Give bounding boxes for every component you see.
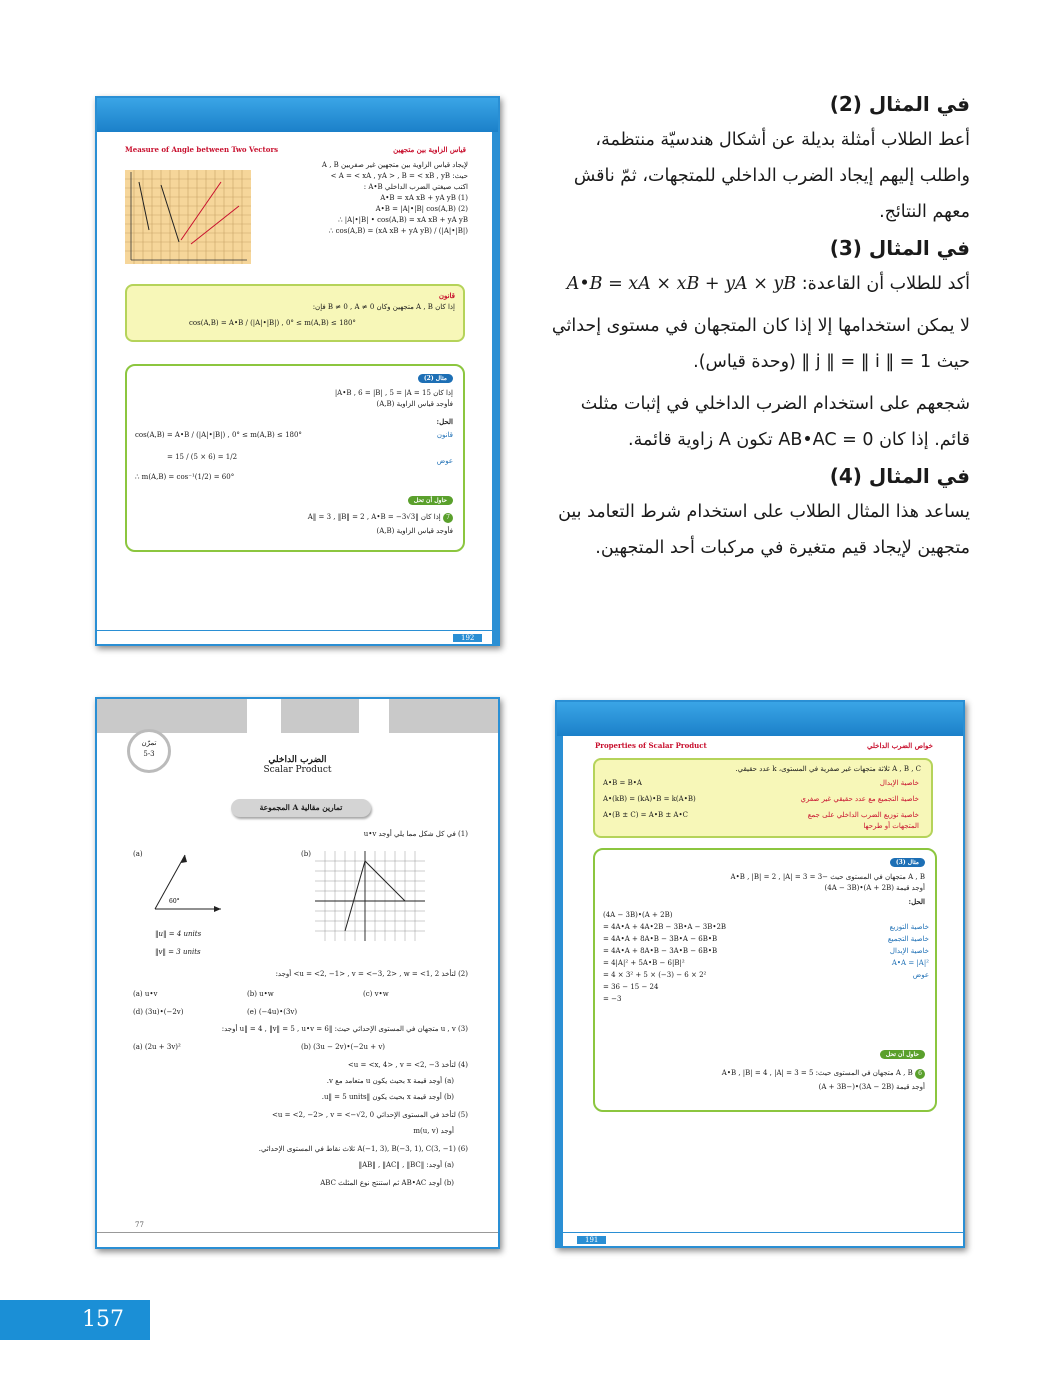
page-192-rule-formula: cos(A,B) = A•B / (|A|•|B|) , 0° ≤ m(A,B) ≤ 180° — [189, 319, 356, 327]
page-191-solution-steps — [603, 910, 929, 1006]
page-191-step — [603, 958, 929, 970]
page-191-number: 191 — [577, 1236, 606, 1244]
page-192-example-given: إذا كان 15 = A•B , 6 = |B| , 5 = |A| — [334, 389, 453, 397]
page-191-step-expr: = −3 — [603, 995, 622, 1003]
page-191-try-find: أوجد قيمة (3A − 2B)•(−A + 3B) — [818, 1083, 925, 1091]
page-191-step — [603, 946, 929, 958]
page-191-prop-3-formula: A•(B ± C) = A•B ± A•C — [603, 811, 688, 819]
page-77-number: 77 — [135, 1221, 144, 1229]
page-192-try-pill: حاول أن تحل — [408, 496, 453, 505]
page-191-properties-box — [593, 758, 933, 838]
example-2-heading: في المثال (2) — [829, 92, 970, 116]
page-192-intro: لإيجاد قياس الزاوية بين متجهين غير صفريين A , B — [321, 161, 468, 169]
page-77-q2-a: (a) u•v — [133, 990, 158, 998]
page-77-header-tab2 — [259, 699, 281, 733]
page-191-try-number: 6 — [915, 1069, 925, 1079]
page-number: 157 — [0, 1300, 150, 1340]
page-191-solution-label: الحل: — [908, 897, 925, 906]
page-192-eq1: A•B = xA xB + yA yB (1) — [380, 194, 468, 202]
page-191-step-reason: عوض — [912, 971, 929, 979]
page-192-where: حيث: A = < xA , yA > , B = < xB , yB > — [330, 172, 468, 180]
example-2-text: أعط الطلاب أمثلة بديلة عن أشكال هندسيّة منتظمة، واطلب إليهم إيجاد الضرب الداخلي للمتجهات، ثمّ ناقش معهم النتائج. — [573, 130, 970, 222]
page-77-q5: (5) لتأخذ في المستوى الإحداثي u = <2, −2> , v = <−√2, 0> — [271, 1111, 468, 1119]
page-191-step-expr: = 4|A|² + 5A•B − 6|B|² — [603, 959, 685, 967]
page-191-intro: A , B , C ثلاثة متجهات غير صفرية في المستوى، k عدد حقيقي. — [735, 765, 921, 773]
page-77-q4-a: (a) أوجد قيمة x بحيث يكون u متعامد مع v. — [326, 1077, 454, 1085]
page-77-footer-line — [97, 1232, 498, 1233]
page-192-eq2: A•B = |A|•|B| cos(A,B) (2) — [375, 205, 468, 213]
page-192-example-pill: مثال (2) — [418, 374, 453, 383]
page-191-step-expr: = 4 × 3² + 5 × (−3) − 6 × 2² — [603, 971, 707, 979]
page-192-rule-text: إذا كان A , B متجهين وكان B ≠ 0 , A ≠ 0 فإن: — [312, 303, 455, 311]
page-191-title-ar: خواص الضرب الداخلي — [866, 741, 933, 750]
page-77-q5-find: أوجد m(u, v) — [413, 1127, 454, 1135]
page-191-step-reason: خاصية التوزيع — [889, 923, 929, 931]
page-77-q3-b: (b) (3u − 2v)•(−2u + v) — [301, 1043, 386, 1051]
example-3-line1 — [540, 266, 970, 302]
page-77-q4: (4) لتأخذ u = <x, 4> , v = <2, −3> — [347, 1061, 468, 1069]
page-192-try-find: فأوجد قياس الزاوية (A,B) — [376, 527, 453, 535]
page-192-solution-label: الحل: — [436, 417, 453, 426]
page-192-write: اكتب صيغتي الضرب الداخلي A•B : — [363, 183, 468, 191]
page-191-example-box — [593, 848, 937, 1112]
page-191-example-find: أوجد قيمة (A + 2B)•(4A − 3B) — [824, 884, 925, 892]
page-77-q2-e: (e) (−4u)•(3v) — [247, 1008, 298, 1016]
page-191-step — [603, 982, 929, 994]
page-77-badge-top: تمرّن — [141, 739, 157, 747]
page-192-eq4: ∴ cos(A,B) = (xA xB + yA yB) / (|A|•|B|) — [328, 227, 468, 235]
page-191-try-pill: حاول أن تحل — [880, 1050, 925, 1059]
page-191-step — [603, 910, 929, 922]
page-191-try-given-text: A , B متجهان في المستوى حيث: 5 = A•B , |B| = 4 , |A| = 3 — [721, 1069, 913, 1077]
page-192-try-given-text: إذا كان ‖A‖ = 3 , ‖B‖ = 2 , A•B = −3√3 — [307, 513, 441, 521]
page-77-group-label: المجموعة A تمارين مقالية — [231, 799, 371, 817]
page-191-step-expr: (4A − 3B)•(A + 2B) — [603, 911, 673, 919]
page-191-step — [603, 970, 929, 982]
page-77-q4-b: (b) أوجد قيمة x بحيث يكون ‖u‖ = 5 units. — [321, 1093, 454, 1101]
page-191-step-reason: خاصية الإبدال — [889, 947, 929, 955]
page-191-footer — [557, 1232, 963, 1246]
page-191-step-reason: A•A = |A|² — [891, 959, 929, 967]
page-191-step-expr: = 4A•A + 8A•B − 3B•A − 6B•B — [603, 935, 718, 943]
page-192-header-band — [97, 98, 498, 132]
page-77-q3: (3) u , v متجهان في المستوى الإحداثي حيث: ‖u‖ = 4 , ‖v‖ = 5 , u•v = 6 أوجد: — [221, 1025, 468, 1033]
page-192-try-number: 7 — [443, 513, 453, 523]
page-77-title-en: Scalar Product — [263, 765, 332, 775]
page-77-figure-b — [315, 851, 425, 941]
page-192-explanation — [258, 160, 468, 237]
page-192-substitute-label: عوض — [436, 457, 453, 465]
page-192-number: 192 — [453, 634, 482, 642]
example-4-heading: في المثال (4) — [829, 464, 970, 488]
page-77-q1: (1) في كل شكل مما يلي أوجد u•v — [363, 830, 468, 838]
page-191-step-expr: = 36 − 15 − 24 — [603, 983, 659, 991]
example-4-text: يساعد هذا المثال الطلاب على استخدام شرط التعامد بين متجهين لإيجاد قيم متغيرة في مركبات أحد المتجهين. — [558, 502, 970, 558]
page-191-example-pill: مثال (3) — [890, 858, 925, 867]
page-77-thumbnail — [95, 697, 500, 1249]
page-77-q3-a: (a) (2u + 3v)² — [133, 1043, 181, 1051]
page-77-figure-a — [145, 849, 225, 919]
example-3-heading: في المثال (3) — [829, 236, 970, 260]
page-192-solution-line1: cos(A,B) = A•B / (|A|•|B|) , 0° ≤ m(A,B) ≤ 180° — [135, 431, 302, 439]
page-191-prop-1-formula: A•B = B•A — [603, 779, 642, 787]
page-191-step-expr: = 4A•A + 8A•B − 3A•B − 6B•B — [603, 947, 718, 955]
teacher-notes — [540, 88, 970, 572]
page-191-title-en: Properties of Scalar Product — [595, 741, 707, 750]
page-192-example-find: فأوجد قياس الزاوية (A,B) — [376, 400, 453, 408]
page-191-prop-2-formula: A•(kB) = (kA)•B = k(A•B) — [603, 795, 696, 803]
page-77-angle-label: 60° — [169, 898, 180, 905]
page-192-vector-grid-figure — [125, 170, 251, 264]
example-3-line3: شجعهم على استخدام الضرب الداخلي في إثبات مثلث قائم. إذا كان 0 = AB•AC تكون A زاوية قائمة. — [580, 394, 970, 450]
example-3-line1-text: أكد للطلاب أن القاعدة: — [801, 274, 970, 294]
page-191-prop-1-name: خاصية الإبدال — [879, 779, 919, 787]
page-191-step — [603, 934, 929, 946]
page-77-u-length: ‖u‖ = 4 units — [155, 930, 202, 938]
page-192-solution-line3: ∴ m(A,B) = cos⁻¹(1/2) = 60° — [135, 473, 235, 481]
page-77-header-tab3 — [359, 699, 389, 733]
page-77-q6-b: (b) أوجد AB•AC ثم استنتج نوع المثلث ABC — [320, 1179, 454, 1187]
page-192-eq3: ∴ |A|•|B| • cos(A,B) = xA xB + yA yB — [338, 216, 468, 224]
page-191-step-expr: = 4A•A + 4A•2B − 3B•A − 3B•2B — [603, 923, 727, 931]
page-77-fig-b-label: (b) — [301, 850, 311, 858]
page-77-q2-b: (b) u•w — [247, 990, 274, 998]
page-192-law-label: قانون — [436, 431, 453, 439]
page-77-v-length: ‖v‖ = 3 units — [155, 948, 201, 956]
page-192-try-given — [133, 512, 453, 523]
page-191-step-reason: خاصية التجميع — [887, 935, 929, 943]
page-77-q6: (6) A(−1, 3), B(−3, 1), C(3, −1) ثلاث نقاط في المستوى الإحداثي. — [258, 1145, 468, 1153]
page-77-title-ar: الضرب الداخلي — [268, 755, 327, 765]
page-77-title-block — [97, 755, 498, 775]
page-191-header-band — [557, 702, 963, 736]
page-77-fig-a-label: (a) — [133, 850, 143, 858]
page-192-thumbnail — [95, 96, 500, 646]
page-191-prop-3-name: خاصية توزيع الضرب الداخلي على جمع المتجهات أو طرحها — [807, 811, 919, 830]
page-191-thumbnail — [555, 700, 965, 1248]
page-192-rule-label: قانون — [438, 291, 455, 300]
page-192-example-box — [125, 364, 465, 552]
example-3-line2: لا يمكن استخدامها إلا إذا كان المتجهان في مستوى إحداثي حيث 1 = ‖ j ‖ = ‖ i ‖ (وحدة قياس). — [551, 316, 970, 372]
page-77-q6-a: (a) أوجد: ‖AB‖ , ‖AC‖ , ‖BC‖ — [358, 1161, 454, 1169]
page-191-example-given: A , B متجهان في المستوى حيث −3 = A•B , |B| = 2 , |A| = 3 — [730, 873, 925, 881]
page-77-badge-bottom: 5-3 — [143, 750, 155, 758]
page-191-side-rail — [557, 736, 563, 1246]
example-3-line1-formula: A•B = xA × xB + yA × yB — [566, 274, 797, 294]
page-192-title-en: Measure of Angle between Two Vectors — [125, 145, 279, 154]
page-77-header-band — [97, 699, 498, 733]
page-191-step — [603, 994, 929, 1006]
page-77-q2-c: (c) v•w — [363, 990, 389, 998]
page-191-step — [603, 922, 929, 934]
page-191-try-given — [605, 1068, 925, 1079]
page-77-q2-d: (d) (3u)•(−2v) — [133, 1008, 184, 1016]
page-191-prop-2-name: خاصية التجميع مع عدد حقيقي غير صفري — [800, 795, 919, 803]
page-192-solution-line2: = 15 / (5 × 6) = 1/2 — [167, 453, 238, 461]
page-192-footer — [97, 630, 498, 644]
page-192-side-rail — [492, 132, 498, 644]
page-77-q2: (2) لتأخذ u = <2, −1> , v = <−3, 2> , w = <1, 2> أوجد: — [275, 970, 468, 978]
page-192-rule-box — [125, 284, 465, 342]
page-192-title-ar: قياس الزاوية بين متجهين — [393, 145, 466, 154]
